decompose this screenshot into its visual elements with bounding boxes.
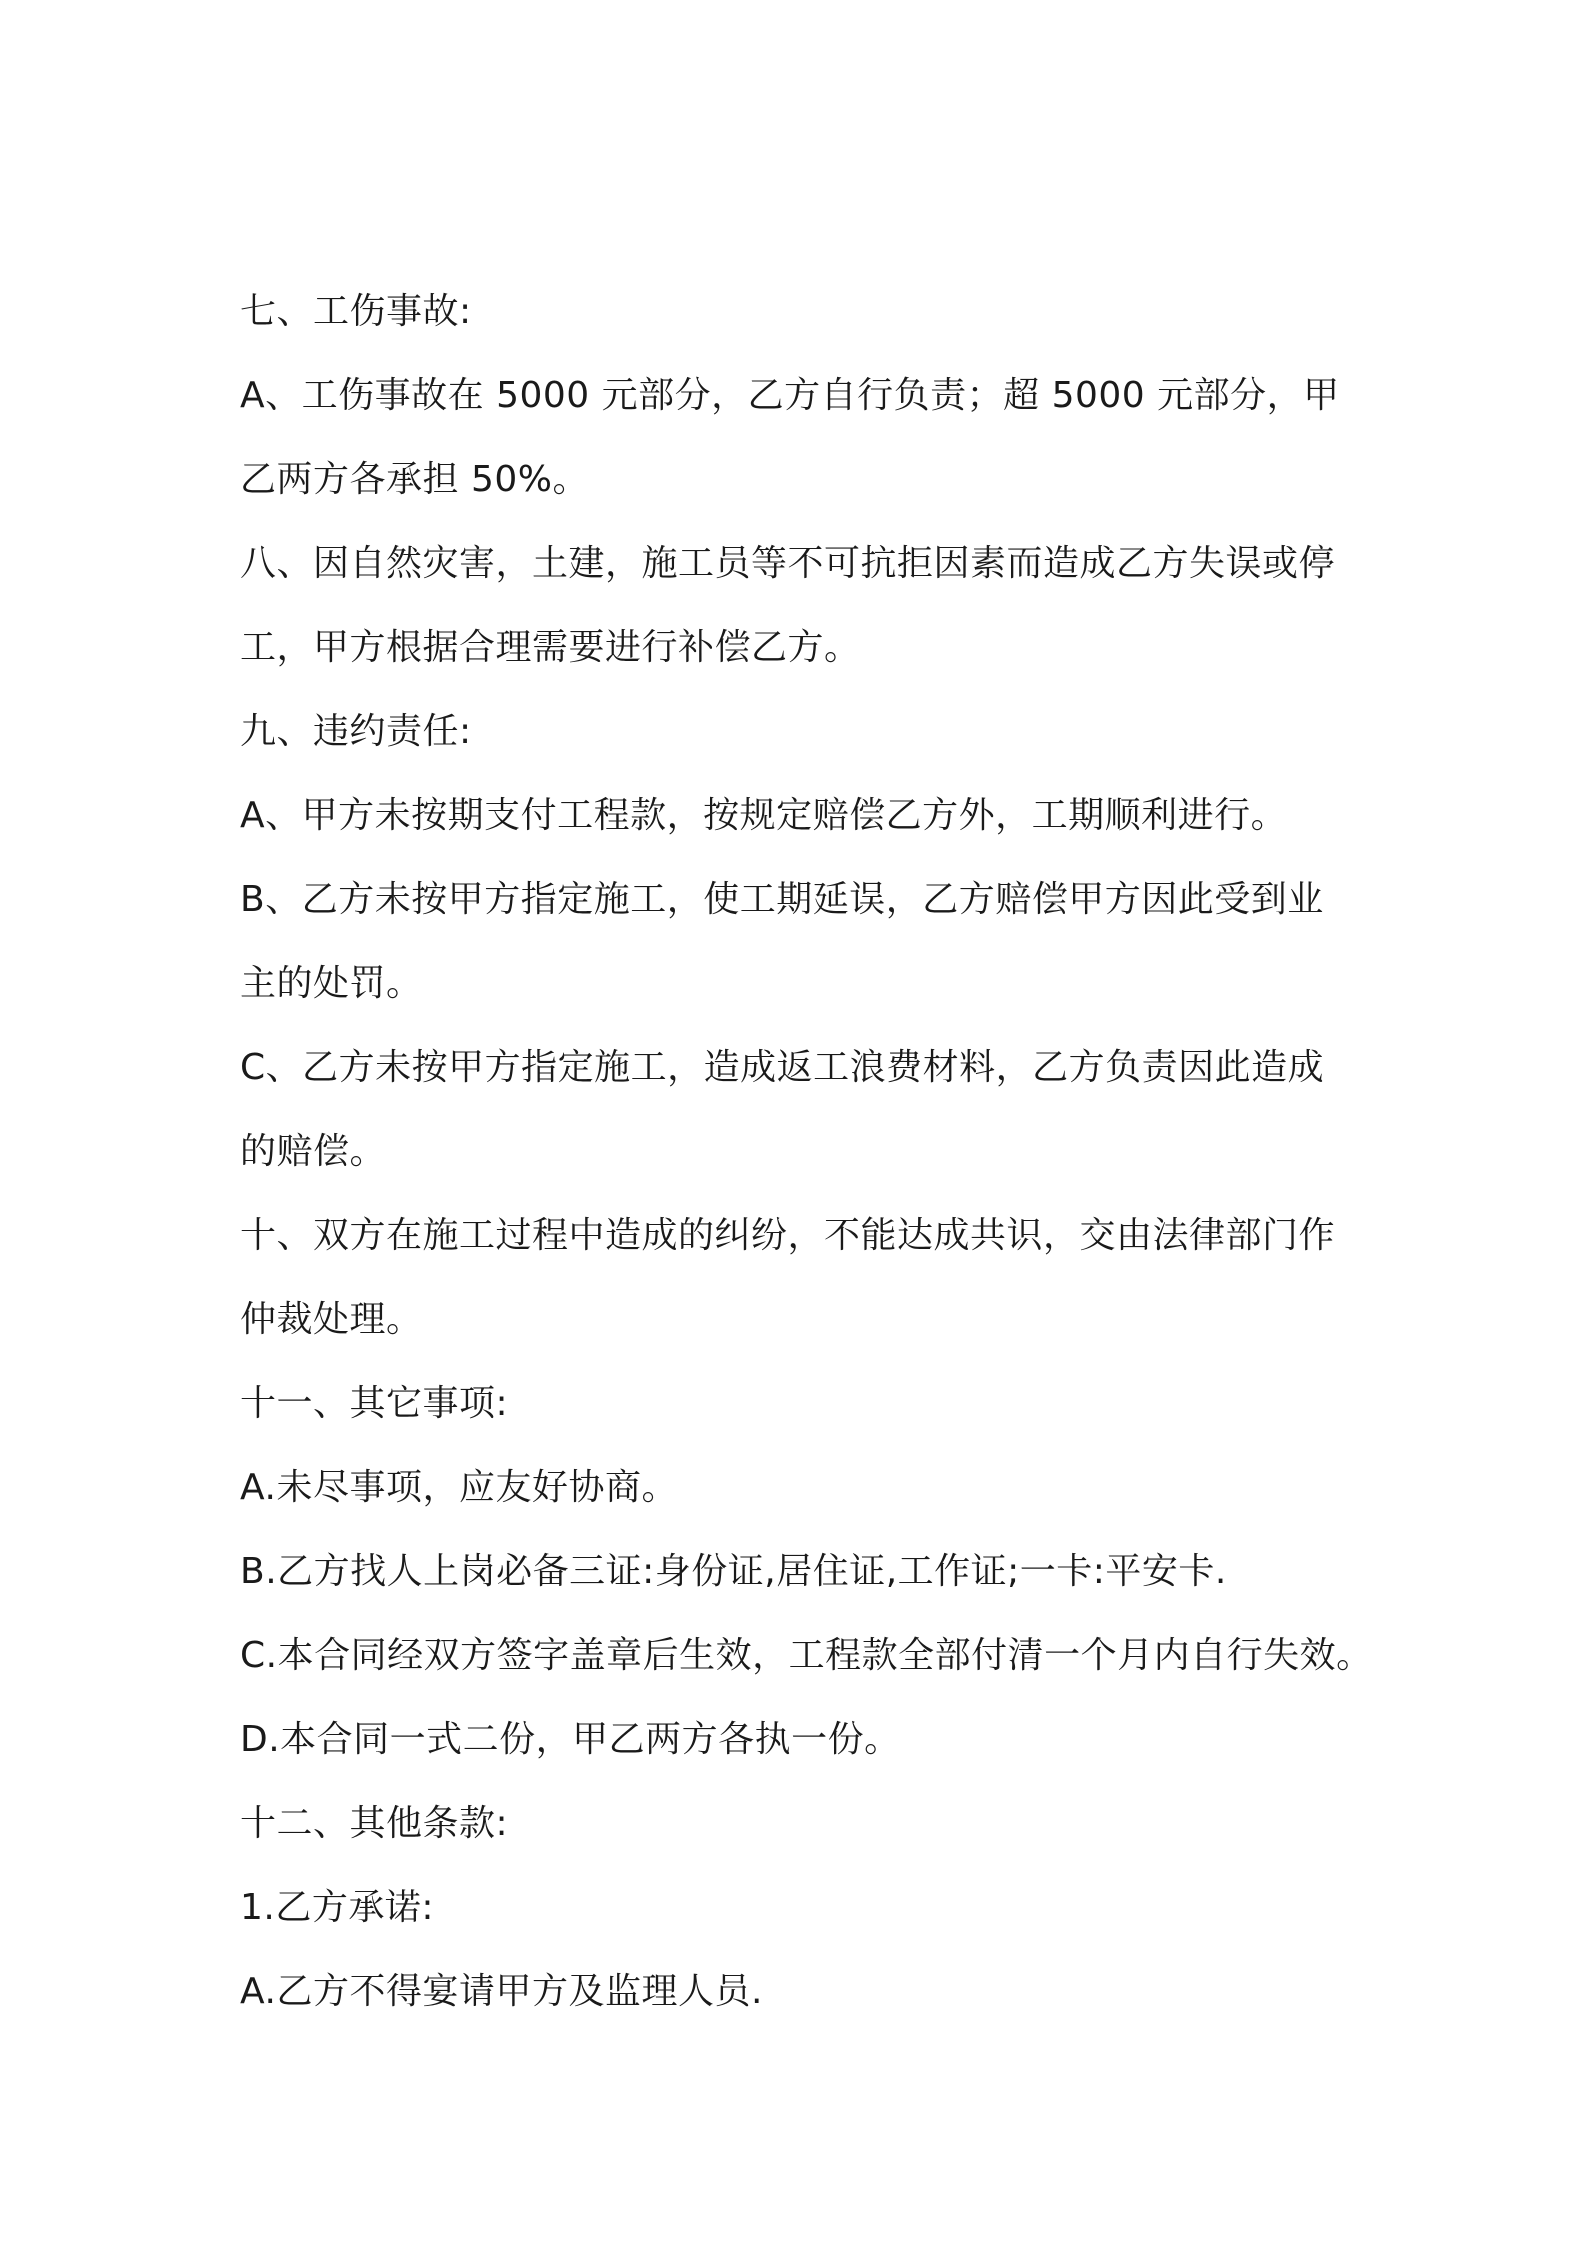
section-9-item-c-cont: 的赔偿。: [240, 1131, 387, 1172]
section-8-text: 八、因自然灾害，土建，施工员等不可抗拒因素而造成乙方失误或停: [240, 543, 1336, 584]
section-11-item-d: D.本合同一式二份，甲乙两方各执一份。: [240, 1719, 901, 1760]
section-7-item-a: A、工伤事故在 5000 元部分，乙方自行负责；超 5000 元部分，甲: [240, 375, 1340, 416]
section-12-item-a: A.乙方不得宴请甲方及监理人员.: [240, 1971, 763, 2012]
section-11-item-b: B.乙方找人上岗必备三证:身份证,居住证,工作证;一卡:平安卡.: [240, 1551, 1227, 1592]
section-10-text-cont: 仲裁处理。: [240, 1299, 423, 1340]
section-8-text-cont: 工，甲方根据合理需要进行补偿乙方。: [240, 627, 861, 668]
section-7-item-a-cont: 乙两方各承担 50%。: [240, 459, 589, 500]
section-12-heading: 十二、其他条款:: [240, 1803, 509, 1844]
section-9-item-b: B、乙方未按甲方指定施工，使工期延误，乙方赔偿甲方因此受到业: [240, 879, 1324, 920]
section-11-item-c: C.本合同经双方签字盖章后生效，工程款全部付清一个月内自行失效。: [240, 1635, 1373, 1676]
section-10-text: 十、双方在施工过程中造成的纠纷，不能达成共识，交由法律部门作: [240, 1215, 1336, 1256]
section-11-heading: 十一、其它事项:: [240, 1383, 509, 1424]
section-9-item-c: C、乙方未按甲方指定施工，造成返工浪费材料，乙方负责因此造成: [240, 1047, 1325, 1088]
section-9-item-a: A、甲方未按期支付工程款，按规定赔偿乙方外，工期顺利进行。: [240, 795, 1288, 836]
section-12-subheading-1: 1.乙方承诺:: [240, 1887, 434, 1928]
section-9-item-b-cont: 主的处罚。: [240, 963, 423, 1004]
section-7-heading: 七、工伤事故:: [240, 291, 472, 332]
section-11-item-a: A.未尽事项，应友好协商。: [240, 1467, 678, 1508]
section-9-heading: 九、违约责任:: [240, 711, 472, 752]
